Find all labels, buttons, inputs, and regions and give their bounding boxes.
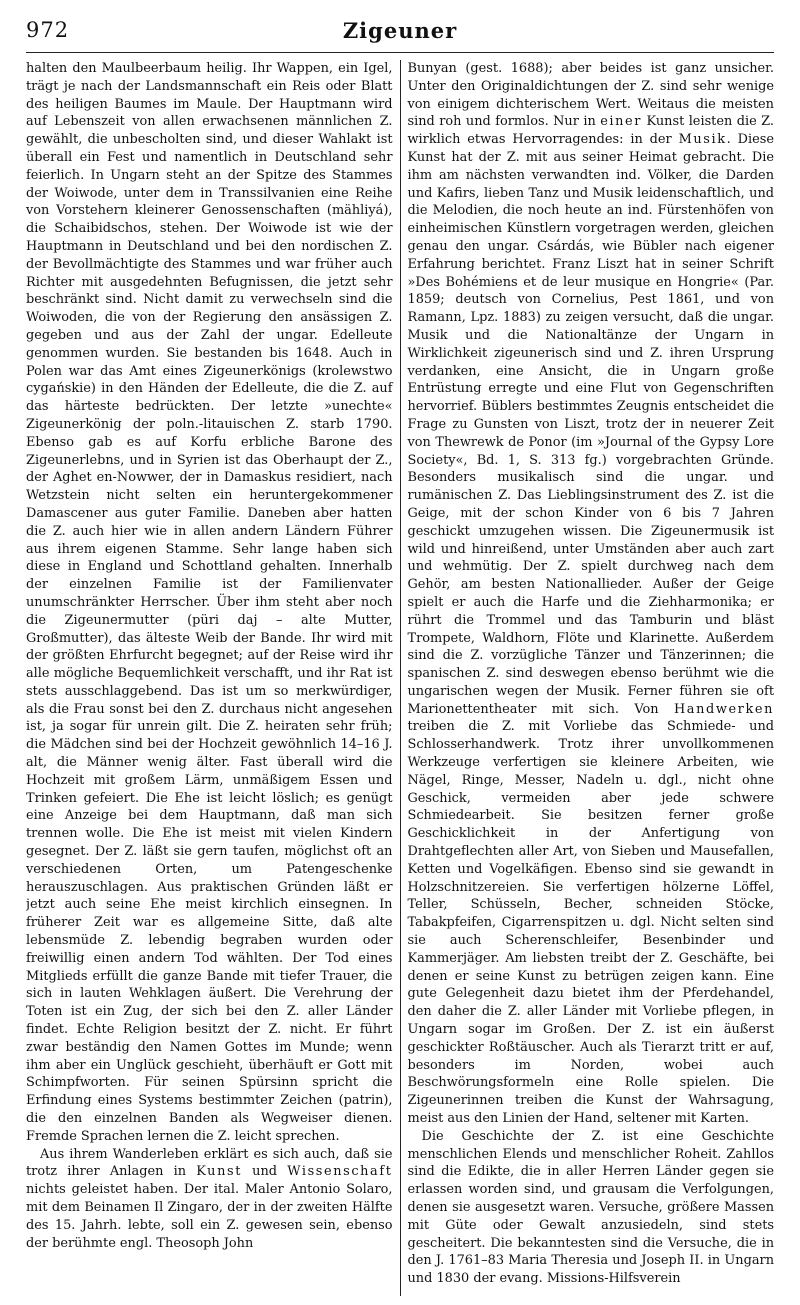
header-rule: [26, 52, 774, 53]
text-run: Kunst leisten die Z. wirklich etwas Hervorragendes: in der: [407, 114, 774, 148]
text-run: treiben die Z. mit Vorliebe das Schmiede- und Schlosserhandwerk. Trotz ihrer unvollkommenen Werkzeuge verfertigen sie kleinere Arbeiten, wie Nägel, Ringe, Messer, Nadeln u. dgl., nicht ohne Geschick, vermeiden aber jede schwere Schmiedearbeit. Sie besitzen ferner große Geschicklichkeit in der Anfertigung von Drahtgeflechten aller Art, von Sieben und Mausefallen, Ketten und Vogelkäfigen. Ebenso sind sie gewandt in Holzschnitzereien. Sie verfertigen hölzerne Löffel, Teller, Schüsseln, Becher, schneiden Stöcke, Tabakpfeifen, Cigarrenspitzen u. dgl. Nicht selten sind sie auch Scherenschleifer, Besenbinder und Kammerjäger. Am liebsten treibt der Z. Geschäfte, bei denen er seine Kunst zu betrügen zeigen kann. Eine gute Gelegenheit dazu bietet ihm der Pferdehandel, den daher die Z. aller Länder mit Vorliebe pflegen, in Ungarn sogar im Großen. Der Z. ist ein äußerst geschickter Roßtäuscher. Auch als Tierarzt tritt er auf, besonders im Norden, wobei auch Beschwörungsformeln eine Rolle spielen. Die Zigeunerinnen treiben die Kunst der Wahrsagung, meist aus den Linien der Hand, seltener mit Karten.: [407, 719, 774, 1127]
text-run: und: [241, 1164, 288, 1180]
left-column: [26, 60, 400, 1296]
right-paragraph-1: [408, 60, 775, 1128]
running-head: Zigeuner: [342, 18, 458, 43]
text-columns: [26, 60, 774, 1296]
spaced-term: Handwerken: [673, 701, 774, 717]
text-run: . Diese Kunst hat der Z. mit aus seiner Heimat gebracht. Die ihm am nächsten verwandten ind. Völker, die Darden und Kafirs, lieben Tanz und Musik leidenschaftlich, und die Melodien, die noch heute an ind. Fürstenhöfen von einheimischen Künstlern vorgetragen werden, gleichen genau den ungar. Csárdás, wie Bübler nach eigener Erfahrung berichtet. Franz Liszt hat in seiner Schrift »Des Bohémiens et de leur musique en Hongrie« (Par. 1859; deutsch von Cornelius, Pest 1861, und von Ramann, Lpz. 1883) zu zeigen versucht, daß die ungar. Musik und die Nationaltänze der Ungarn in Wirklichkeit zigeunerisch sind und Z. ihren Ursprung verdanken, eine Ansicht, die in Ungarn große Entrüstung erregte und eine Flut von Gegenschriften hervorrief. Büblers bestimmtes Zeugnis entscheidet die Frage zu Gunsten von Liszt, trotz der in neuerer Zeit von Thewrewk de Ponor (im »Journal of the Gypsy Lore Society«, Bd. 1, S. 313 fg.) vorgebrachten Gründe. Besonders musikalisch sind die ungar. und rumänischen Z. Das Lieblingsinstrument des Z. ist die Geige, mit der schon Kinder von 6 bis 7 Jahren geschickt umzugehen wissen. Die Zigeunermusik ist wild und hinreißend, unter Umständen aber auch zart und wehmütig. Der Z. spielt durchweg nach dem Gehör, am besten Nationallieder. Außer der Geige spielt er auch die Harfe und die Ziehharmonika; er rührt die Trommel und das Tamburin und bläst Trompete, Waldhorn, Flöte und Klarinette. Außerdem sind die Z. vorzügliche Tänzer und Tänzerinnen; die spanischen Z. sind deswegen ebenso berühmt wie die ungarischen wegen der Musik. Ferner führen sie oft Marionettentheater mit sich. Von: [407, 132, 774, 717]
text-run: Bunyan (gest. 1688); aber beides ist ganz unsicher. Unter den Originaldichtungen der Z. sind sehr wenige von einigem dichterischem Wert. Weitaus die meisten sind roh und formlos. Nur in: [407, 61, 774, 130]
text-run: nichts geleistet haben. Der ital. Maler Antonio Solaro, mit dem Beinamen Il Zingaro, der in der zweiten Hälfte des 15. Jahrh. lebte, soll ein Z. gewesen sein, ebenso der berühmte engl. Theosoph John: [26, 1182, 393, 1251]
spaced-term: Wissenschaft: [287, 1164, 393, 1180]
page-header: [26, 18, 774, 54]
spaced-term: Kunst: [196, 1164, 242, 1180]
spaced-term: Musik: [678, 132, 727, 148]
spaced-term: einer: [600, 114, 643, 130]
page-number: 972: [26, 18, 70, 42]
right-paragraph-2: Die Geschichte der Z. ist eine Geschichte menschlichen Elends und menschlicher Roheit. Zahllos sind die Edikte, die in aller Herren Länder gegen sie erlassen worden sind, und grausam die Verfolgungen, denen sie ausgesetzt waren. Versuche, größere Massen mit Güte oder Gewalt anzusiedeln, sind stets gescheitert. Die bekanntesten sind die Versuche, die in den J. 1761–83 Maria Theresia und Joseph II. in Ungarn und 1830 der evang. Missions-Hilfsverein: [407, 1128, 774, 1287]
left-paragraph-1: halten den Maulbeerbaum heilig. Ihr Wappen, ein Igel, trägt je nach der Landsmannschaft ein Reis oder Blatt des heiligen Baumes im Maule. Der Hauptmann wird auf Lebenszeit von allen erwachsenen männlichen Z. gewählt, die unbescholten sind, und dieser Wahlakt ist überall ein Fest und namentlich in Deutschland sehr feierlich. In Ungarn steht an der Spitze des Stammes der Woiwode, unter dem in Transsilvanien eine Reihe von Vorstehern kleinerer Genossenschaften (mähliyá), die Schaibidschos, stehen. Der Woiwode ist wie der Hauptmann in Deutschland und bei den nordischen Z. der Bevollmächtigte des Stammes und war früher auch Richter mit ausgedehnten Befugnissen, die jetzt sehr beschränkt sind. Nicht damit zu verwechseln sind die Woiwoden, die von der Regierung den ansässigen Z. gegeben und aus der Zahl der ungar. Edelleute genommen wurden. Sie bestanden bis 1648. Auch in Polen war das Amt eines Zigeunerkönigs (krolewstwo cygańskie) in den Händen der Edelleute, die die Z. auf das härteste bedrückten. Der letzte »unechte« Zigeunerkönig der poln.-litauischen Z. starb 1790. Ebenso gab es auf Korfu erbliche Barone des Zigeunerlebns, und in Syrien ist das Oberhaupt der Z., der Aghet en-Nowwer, der in Damaskus residiert, nach Wetzstein nicht selten ein heruntergekommener Damascener aus guter Familie. Daneben aber hatten die Z. auch hier wie in allen andern Ländern Führer aus ihrem eigenen Stamme. Sehr lange haben sich diese in England und Schottland gehalten. Innerhalb der einzelnen Familie ist der Familienvater unumschränkter Herrscher. Über ihm steht aber noch die Zigeunermutter (püri daj – alte Mutter, Großmutter), das älteste Weib der Bande. Ihr wird mit der größten Ehrfurcht begegnet; auf der Reise wird ihr alle mögliche Bequemlichkeit verschafft, und ihr Rat ist stets ausschlaggebend. Das ist um so merkwürdiger, als die Frau sonst bei den Z. durchaus nicht angesehen ist, ja sogar für unrein gilt. Die Z. heiraten sehr früh; die Mädchen sind bei der Hochzeit gewöhnlich 14–16 J. alt, die Männer wenig älter. Fast überall wird die Hochzeit mit großem Lärm, unmäßigem Essen und Trinken gefeiert. Die Ehe ist leicht löslich; es genügt eine Anzeige bei dem Hauptmann, daß man sich trennen wolle. Die Ehe ist meist mit vielen Kindern gesegnet. Der Z. läßt sie gern taufen, möglichst oft an verschiedenen Orten, um Patengeschenke herauszuschlagen. Aus praktischen Gründen läßt er jetzt auch seine Ehe meist kirchlich einsegnen. In früherer Zeit war es allgemeine Sitte, daß alte lebensmüde Z. lebendig begraben wurden oder freiwillig einen andern Tod wählten. Der Tod eines Mitglieds erfüllt die ganze Bande mit tiefer Trauer, die sich in lauten Wehklagen äußert. Die Verehrung der Toten ist ein Zug, der sich bei den Z. aller Länder findet. Echte Religion besitzt der Z. nicht. Er führt zwar beständig den Namen Gottes im Munde; wenn ihm aber ein Unglück geschieht, überhäuft er Gott mit Schimpfworten. Für seinen Spürsinn spricht die Erfindung eines Systems bestimmter Zeichen (patrin), die den einzelnen Banden als Wegweiser dienen. Fremde Sprachen lernen die Z. leicht sprechen.: [26, 61, 393, 1144]
right-column: [400, 60, 775, 1296]
left-paragraph-2: [26, 1146, 393, 1253]
text-run: Aus ihrem Wanderleben erklärt es sich auch, daß sie trotz ihrer Anlagen in: [26, 1146, 393, 1180]
